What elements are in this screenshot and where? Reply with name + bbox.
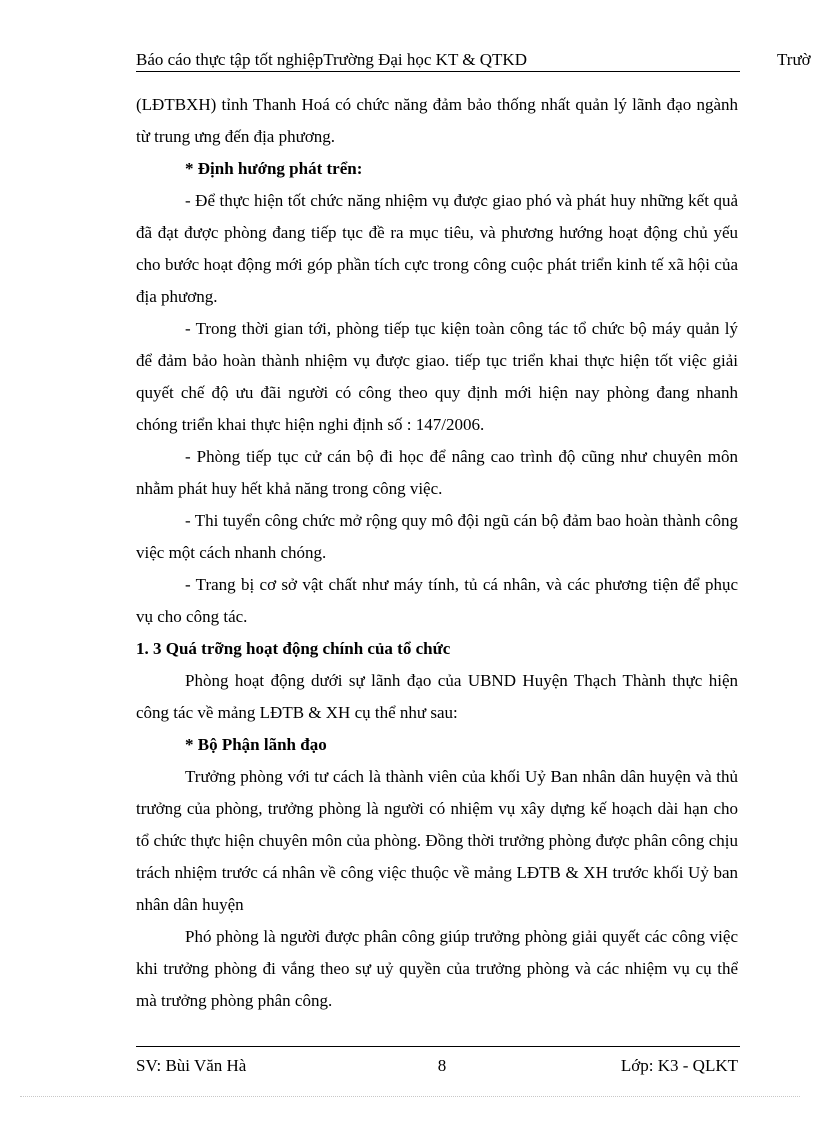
paragraph: Trưởng phòng với tư cách là thành viên của khối Uỷ Ban nhân dân huyện và thủ trưởng của phòng, trưởng phòng là người có nhiệm vụ xây dựng kế hoạch dài hạn cho tổ chức thực hiện chuyên môn của phòng. Đồng thời trưởng phòng được phân công chịu trách nhiệm trước cá nhân về công việc thuộc về mảng LĐTB & XH trước khối Uỷ ban nhân dân huyện: [136, 767, 738, 914]
page-number: 8: [437, 1056, 447, 1075]
section-heading: * Bộ Phận lãnh đạo: [185, 735, 327, 754]
header-title-overflow: Trườ: [777, 50, 811, 69]
paragraph: Phòng hoạt động dưới sự lãnh đạo của UBND Huyện Thạch Thành thực hiện công tác về mảng LĐTB & XH cụ thể như sau:: [136, 671, 738, 722]
section-heading: * Định hướng phát trển:: [185, 159, 363, 178]
document-body: [136, 89, 738, 1017]
footer-divider: [136, 1046, 740, 1047]
paragraph: - Trang bị cơ sở vật chất như máy tính, tủ cá nhân, và các phương tiện để phục vụ cho công tác.: [136, 575, 738, 626]
footer-student: SV: Bùi Văn Hà: [136, 1056, 247, 1075]
paragraph: - Phòng tiếp tục cử cán bộ đi học để nâng cao trình độ cũng như chuyên môn nhằm phát huy hết khả năng trong công việc.: [136, 447, 738, 498]
header-divider: [136, 71, 740, 72]
footer-class: Lớp: K3 - QLKT: [620, 1056, 738, 1075]
paragraph: Phó phòng là người được phân công giúp trưởng phòng giải quyết các công việc khi trưởng phòng đi vắng theo sự uỷ quyền của trưởng phòng và các nhiệm vụ cụ thể mà trưởng phòng phân công.: [136, 927, 738, 1010]
paragraph: (LĐTBXH) tỉnh Thanh Hoá có chức năng đảm bảo thống nhất quản lý lãnh đạo ngành từ trung ưng đến địa phương.: [136, 95, 738, 146]
paragraph: - Trong thời gian tới, phòng tiếp tục kiện toàn công tác tổ chức bộ máy quản lý để đảm bảo hoàn thành nhiệm vụ được giao. tiếp tục triển khai thực hiện tốt việc giải quyết chế độ ưu đãi người có công theo quy định mới hiện nay phòng đang nhanh chóng triển khai thực hiện nghi định số : 147/2006.: [136, 319, 738, 434]
paragraph: - Thi tuyển công chức mở rộng quy mô đội ngũ cán bộ đảm bao hoàn thành công việc một cách nhanh chóng.: [136, 511, 738, 562]
page-bottom-border: [20, 1096, 800, 1097]
chapter-heading: 1. 3 Quá trỡng hoạt động chính của tổ chức: [136, 639, 451, 658]
paragraph: - Để thực hiện tốt chức năng nhiệm vụ được giao phó và phát huy những kết quả đã đạt được phòng đang tiếp tục đề ra mục tiêu, và phương hướng hoạt động chủ yếu cho bước hoạt động mới góp phần tích cực trong công cuộc phát triển kinh tế xã hội của địa phương.: [136, 191, 738, 306]
header-title: Báo cáo thực tập tốt nghiệpTrường Đại học KT & QTKD: [136, 50, 527, 69]
